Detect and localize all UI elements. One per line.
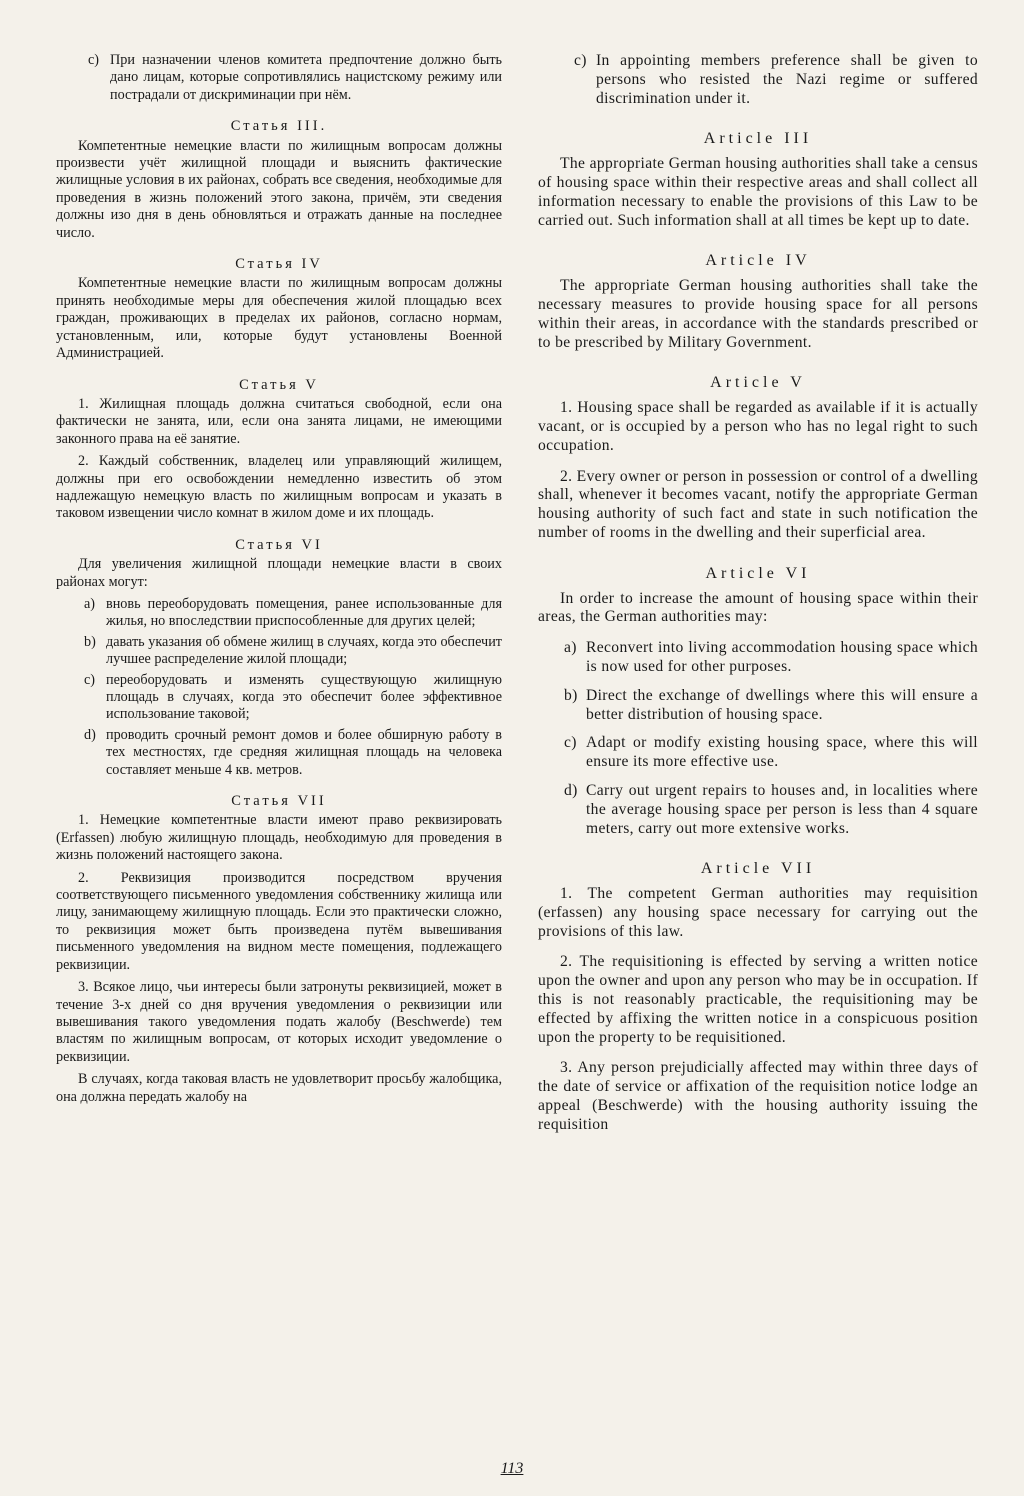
item-marker: d) — [564, 781, 578, 799]
item-text: давать указания об обмене жилищ в случаях, когда это обеспечит лучшее распределение жилой площади; — [106, 633, 502, 668]
en-art3-heading: Article III — [703, 130, 813, 148]
ru-art5-p2: 2. Каждый собственник, владелец или управляющий жилищем, должны при его освобождении немедленно известить об этом надлежащую немецкую власть по жилищным вопросам и указать в таковом извещении число комнат в жилом доме и их площадь. — [56, 453, 502, 522]
item-marker: b) — [84, 633, 96, 650]
ru-art6-item-d — [84, 727, 502, 779]
english-column — [538, 52, 978, 1147]
ru-art6-item-b — [84, 634, 502, 669]
item-marker: b) — [564, 686, 578, 704]
ru-art3-text: Компетентные немецкие власти по жилищным вопросам должны произвести учёт жилищной площади и выяснить фактические жилищные условия в их районах, собрать все сведения, необходимые для проведения в жизнь положений этого закона, причём, эти сведения должны изо дня в день обновляться и отражать данные на последнее число. — [56, 137, 502, 241]
en-art6-item-c — [564, 734, 978, 772]
item-marker: c) — [574, 52, 587, 69]
ru-art7-p2: 2. Реквизиция производится посредством вручения соответствующего письменного уведомления собственнику жилища или лицу, занимающему жилищную площадь. Если это практически сложно, то реквизиция может быть произведена путём вывешивания письменного уведомления на видном месте помещения, подлежащего реквизиции. — [56, 869, 502, 973]
ru-art3-heading: Статья III. — [230, 118, 328, 135]
en-art6-item-d — [564, 782, 978, 838]
ru-art5-p1: 1. Жилищная площадь должна считаться свободной, если она фактически не занята, или, если она занята лицами, не имеющими законного права на её занятие. — [56, 395, 502, 447]
russian-column — [56, 52, 502, 1111]
en-art6-intro: In order to increase the amount of housing space within their areas, the German authorities may: — [538, 589, 978, 626]
item-text: Adapt or modify existing housing space, where this will ensure its more effective use. — [586, 734, 978, 771]
ru-art6-item-c — [84, 672, 502, 724]
ru-art6-intro: Для увеличения жилищной площади немецкие власти в своих районах могут: — [56, 556, 502, 590]
en-art4-heading: Article IV — [705, 252, 811, 270]
en-art6-heading: Article VI — [705, 564, 811, 582]
ru-art6-item-a — [84, 596, 502, 631]
item-text: проводить срочный ремонт домов и более обширную работу в тех местностях, где средняя жилищная площадь на человека составляет меньше 4 кв. метров. — [106, 726, 502, 778]
en-art4-text: The appropriate German housing authorities shall take the necessary measures to provide housing space for all persons within their areas, in accordance with the standards prescribed or to be prescribed by Military Government. — [538, 277, 978, 351]
item-text: In appointing members preference shall be given to persons who resisted the Nazi regime or suffered discrimination under it. — [596, 52, 978, 107]
en-art7-heading: Article VII — [700, 860, 816, 878]
item-text: Reconvert into living accommodation housing space which is now used for other purposes. — [586, 639, 978, 675]
en-art5-p1: 1. Housing space shall be regarded as available if it is actually vacant, or is occupied by a person who has no legal right to such occupation. — [538, 399, 978, 454]
item-text: При назначении членов комитета предпочтение должно быть дано лицам, которые сопротивлялись нацистскому режиму или пострадали от дискриминации при нём. — [110, 52, 502, 103]
item-marker: c) — [84, 671, 96, 688]
item-marker: c) — [88, 52, 100, 68]
ru-art2-item-c — [88, 52, 502, 104]
item-text: Direct the exchange of dwellings where this will ensure a better distribution of housing space. — [586, 686, 978, 723]
item-marker: c) — [564, 734, 577, 752]
en-art2-item-c — [574, 52, 978, 108]
ru-art4-text: Компетентные немецкие власти по жилищным вопросам должны принять необходимые меры для обеспечения жилой площадью всех граждан, проживающих в пределах их районов, согласно нормам, установленным, или, которые будут установлены Военной Администрацией. — [56, 275, 502, 362]
en-art5-p2: 2. Every owner or person in possession or control of a dwelling shall, whenever it becomes vacant, notify the appropriate German housing authority of such fact and state in such notification the number of rooms in the dwelling and their superficial area. — [538, 467, 978, 541]
item-marker: a) — [84, 595, 96, 612]
en-art6-item-a — [564, 639, 978, 677]
page-number: 113 — [500, 1460, 524, 1477]
en-art7-p2: 2. The requisitioning is effected by serving a written notice upon the owner and upon any person who may be in occupation. If this is not reasonably practicable, the requisitioning may be effected by affixing the written notice in a conspicuous position upon the property to be requisitioned. — [538, 953, 978, 1046]
ru-art7-heading: Статья VII — [231, 793, 327, 810]
ru-art7-p3: 3. Всякое лицо, чьи интересы были затронуты реквизицией, может в течение 3-х дней со дня вручения уведомления о реквизиции или вывешивания такого уведомления подать жалобу (Beschwerde) тем властям по жилищным вопросам, от которых исходит уведомление о реквизиции. — [56, 979, 502, 1065]
en-art7-p1: 1. The competent German authorities may requisition (erfassen) any housing space necessary for carrying out the provisions of this law. — [538, 885, 978, 940]
item-text: переоборудовать и изменять существующую жилищную площадь в случаях, когда это обеспечит более эффективное использование таковой; — [106, 671, 502, 723]
ru-art4-heading: Статья IV — [235, 256, 323, 273]
en-art7-p3: 3. Any person prejudicially affected may within three days of the date of service or affixation of the requisition notice lodge an appeal (Beschwerde) with the housing authority issuing the requisition — [538, 1059, 978, 1133]
item-text: Carry out urgent repairs to houses and, in localities where the average housing space per person is less than 4 square meters, carry out more extensive works. — [586, 781, 978, 837]
item-text: вновь переоборудовать помещения, ранее использованные для жилья, но впоследствии приспособленные для других целей; — [106, 595, 502, 630]
ru-art7-p4: В случаях, когда таковая власть не удовлетворит просьбу жалобщика, она должна передать жалобу на — [56, 1071, 502, 1105]
ru-art5-heading: Статья V — [239, 376, 319, 393]
item-marker: a) — [564, 639, 577, 657]
en-art6-item-b — [564, 687, 978, 725]
ru-art6-heading: Статья VI — [235, 536, 323, 553]
ru-art7-p1: 1. Немецкие компетентные власти имеют право реквизировать (Erfassen) любую жилищную площадь, необходимую для проведения в жизнь положений настоящего закона. — [56, 812, 502, 864]
item-marker: d) — [84, 726, 96, 743]
en-art3-text: The appropriate German housing authorities shall take a census of housing space within their respective areas and shall collect all information necessary to enable the provisions of this Law to be carried out. Such information shall at all times be kept up to date. — [538, 155, 978, 229]
en-art5-heading: Article V — [710, 374, 806, 392]
